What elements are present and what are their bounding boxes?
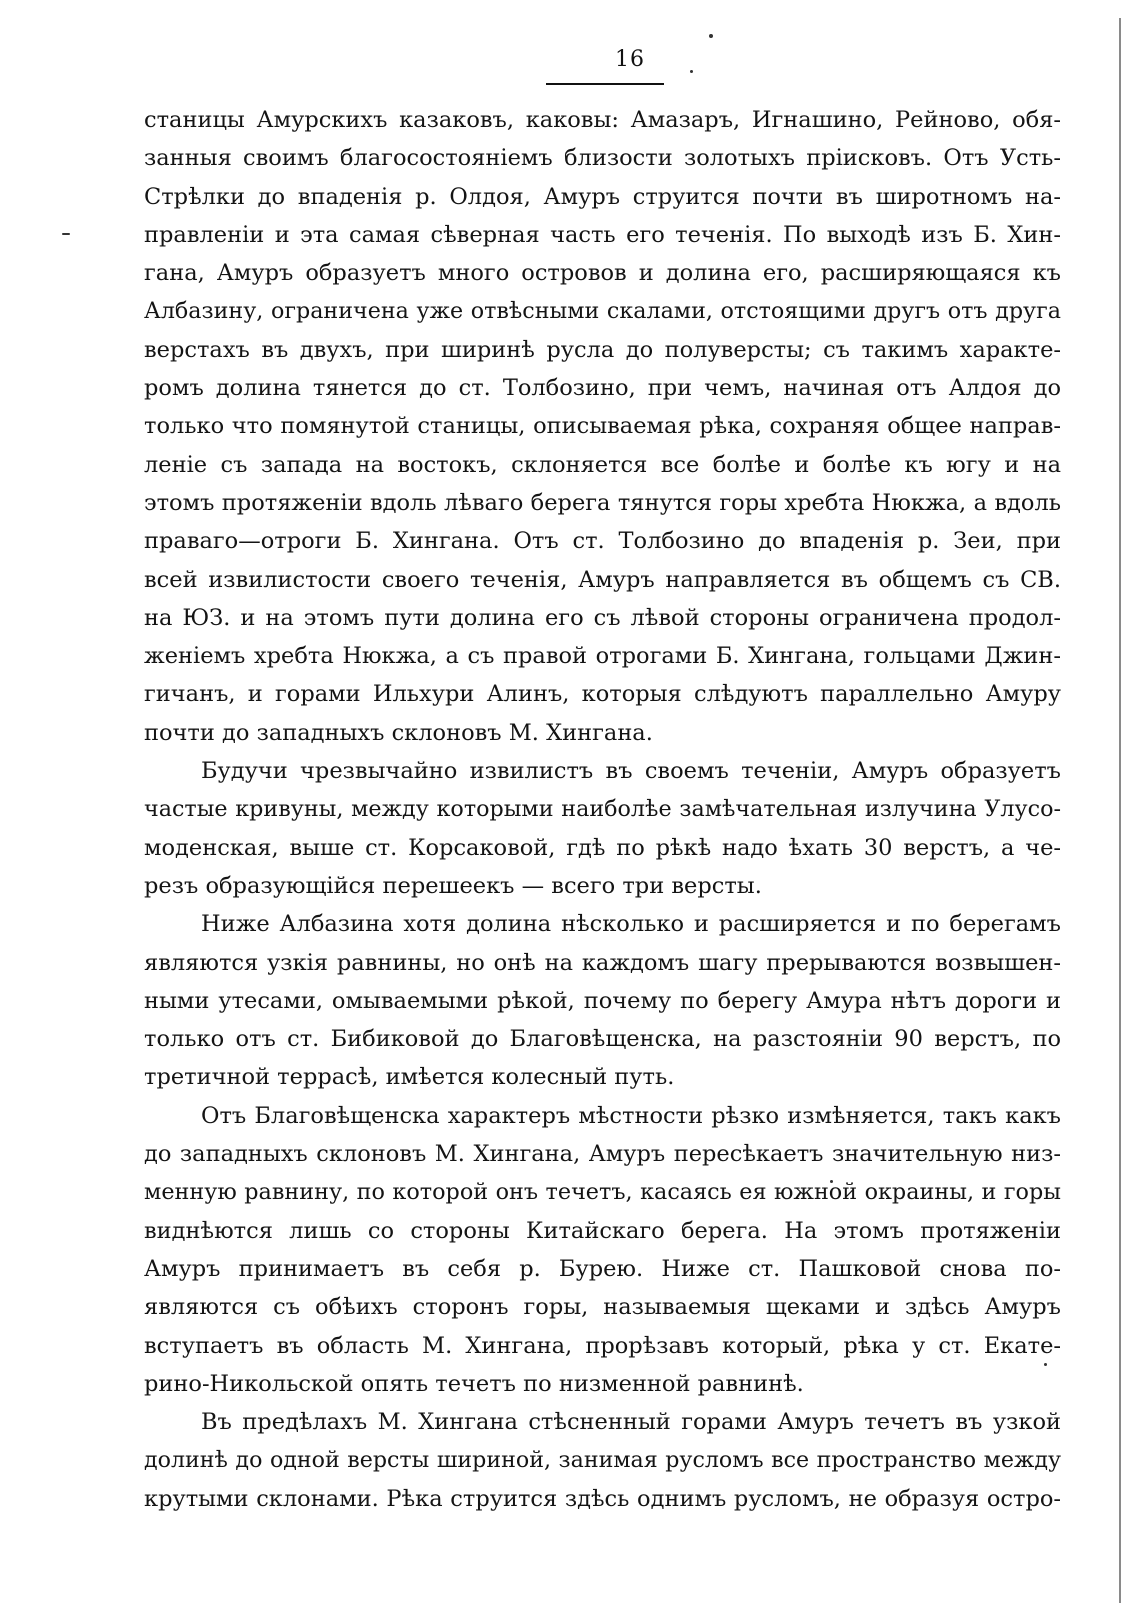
text-line: Ниже Албазина хотя долина нѣсколько и расширяется и по берегамъ xyxy=(201,911,1061,938)
text-line: Отъ Благовѣщенска характеръ мѣстности рѣзко измѣняется, такъ какъ xyxy=(201,1102,1061,1129)
text-line: Албазину, ограничена уже отвѣсными скалами, отстоящими другъ отъ друга xyxy=(144,298,1061,325)
text-line: крутыми склонами. Рѣка струится здѣсь однимъ русломъ, не образуя остро- xyxy=(144,1485,1061,1512)
text-line: до западныхъ склоновъ М. Хингана, Амуръ пересѣкаетъ значительную низ- xyxy=(144,1141,1061,1168)
text-line: вступаетъ въ область М. Хингана, прорѣзавъ который, рѣка у ст. Екате- xyxy=(144,1332,1061,1359)
text-line: рино-Никольской опять течетъ по низменной равнинѣ. xyxy=(144,1370,804,1397)
text-line: Стрѣлки до впаденiя р. Олдоя, Амуръ струится почти въ широтномъ на- xyxy=(144,183,1061,210)
text-line: всей извилистости своего теченiя, Амуръ направляется въ общемъ съ СВ. xyxy=(144,566,1061,593)
text-line: гичанъ, и горами Ильхури Алинъ, которыя слѣдуютъ параллельно Амуру xyxy=(144,681,1061,708)
text-line: верстахъ въ двухъ, при ширинѣ русла до полуверсты; съ такимъ характе- xyxy=(144,336,1061,363)
text-line: третичной террасѣ, имѣется колесный путь. xyxy=(144,1064,675,1091)
text-line: являются узкiя равнины, но онѣ на каждомъ шагу прерываются возвышен- xyxy=(144,949,1061,976)
scan-speck xyxy=(709,34,713,38)
text-line: Въ предѣлахъ М. Хингана стѣсненный горами Амуръ течетъ въ узкой xyxy=(201,1409,1061,1436)
text-line: виднѣются лишь со стороны Китайскаго берега. На этомъ протяженiи xyxy=(144,1217,1061,1244)
text-line: на ЮЗ. и на этомъ пути долина его съ лѣвой стороны ограничена продол- xyxy=(144,604,1061,631)
text-line: этомъ протяженiи вдоль лѣваго берега тянутся горы хребта Нюкжа, а вдоль xyxy=(144,489,1061,516)
text-line: Амуръ принимаетъ въ себя р. Бурею. Ниже ст. Пашковой снова по- xyxy=(144,1255,1061,1282)
text-line: гана, Амуръ образуетъ много островов и долина его, расширяющаяся къ xyxy=(144,260,1061,287)
text-line: моденская, выше ст. Корсаковой, гдѣ по рѣкѣ надо ѣхать 30 верстъ, а че- xyxy=(144,834,1061,861)
text-line: только отъ ст. Бибиковой до Благовѣщенска, на разстоянiи 90 верстъ, по xyxy=(144,1026,1061,1053)
text-line: частые кривуны, между которыми наиболѣе замѣчательная излучина Улусо- xyxy=(144,796,1061,823)
text-line: ными утесами, омываемыми рѣкой, почему по берегу Амура нѣтъ дороги и xyxy=(144,987,1061,1014)
scan-speck xyxy=(62,233,70,235)
text-line: почти до западныхъ склоновъ М. Хингана. xyxy=(144,719,653,746)
text-line: женiемъ хребта Нюкжа, а съ правой отрогами Б. Хингана, гольцами Джин- xyxy=(144,643,1061,670)
body-text xyxy=(144,101,1061,1518)
text-line: резъ образующiйся перешеекъ — всего три версты. xyxy=(144,872,762,899)
text-line: ромъ долина тянется до ст. Толбозино, при чемъ, начиная отъ Алдоя до xyxy=(144,375,1061,402)
text-line: праваго—отроги Б. Хингана. Отъ ст. Толбозино до впаденiя р. Зеи, при xyxy=(144,528,1061,555)
text-line: станицы Амурскихъ казаковъ, каковы: Амазаръ, Игнашино, Рейново, обя- xyxy=(144,107,1061,133)
text-line: Будучи чрезвычайно извилистъ въ своемъ теченiи, Амуръ образуетъ xyxy=(201,758,1061,785)
text-line: ленiе съ запада на востокъ, склоняется все болѣе и болѣе къ югу и на xyxy=(144,451,1061,478)
text-line: долинѣ до одной версты шириной, занимая русломъ все пространство между xyxy=(144,1447,1061,1474)
page-number: 16 xyxy=(615,47,645,72)
page-number-rule xyxy=(546,83,664,85)
text-line: занныя своимъ благосостоянiемъ близости золотыхъ прiисковъ. Отъ Усть- xyxy=(144,145,1061,172)
text-line: являются съ обѣихъ сторонъ горы, называемыя щеками и здѣсь Амуръ xyxy=(144,1294,1061,1321)
page-edge-rule xyxy=(1119,18,1121,1603)
text-line: только что помянутой станицы, описываемая рѣка, сохраняя общее направ- xyxy=(144,413,1061,440)
text-line: менную равнину, по которой онъ течетъ, касаясь ея южной окраины, и горы xyxy=(144,1179,1061,1206)
text-line: правленiи и эта самая сѣверная часть его теченiя. По выходѣ изъ Б. Хин- xyxy=(144,221,1061,248)
